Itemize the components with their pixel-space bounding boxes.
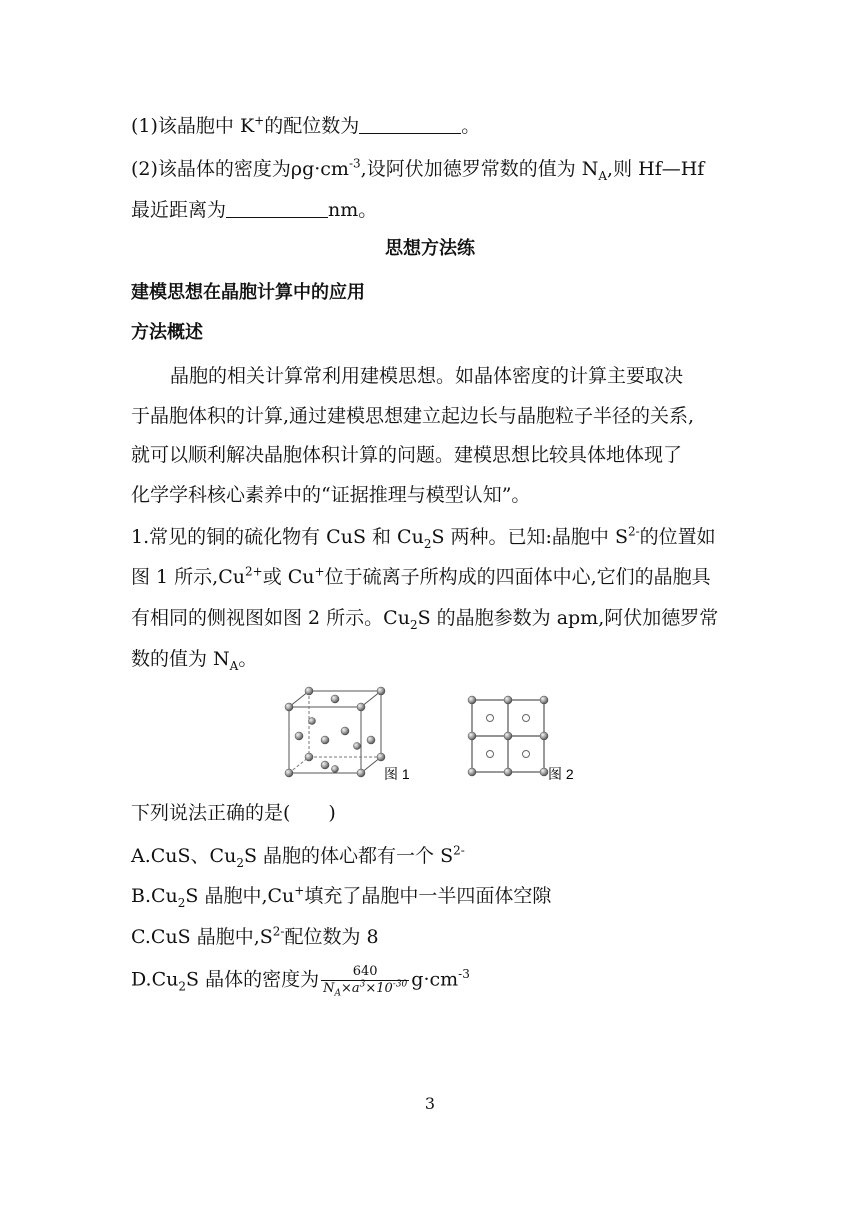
question-stem: 下列说法正确的是( )	[131, 802, 336, 824]
page-number: 3	[424, 1094, 436, 1113]
figure-1-label: 图 1	[384, 766, 410, 782]
answer-blank	[359, 113, 461, 134]
problem-line: 数的值为 $N_A$。	[131, 648, 258, 673]
option-b: $B.Cu_2S$ 晶胞中,Cu+填充了晶胞中一半四面体空隙	[131, 883, 552, 910]
density-fraction: $\frac{640}{N_A\times a^3\times 10^{-30}}$	[323, 964, 408, 999]
question-part-1: (1)该晶胞中 K+的配位数为 。	[131, 113, 481, 137]
answer-blank	[226, 197, 328, 218]
question-part-2-line-1: (2)该晶体的密度为$\rho g\cdot cm^{-3}$,设阿伏加德罗常数的值为 $N_A$,则 Hf—Hf	[131, 156, 705, 183]
section-title: 思想方法练	[385, 238, 475, 259]
subtitle: 建模思想在晶胞计算中的应用	[131, 282, 365, 303]
problem-line: 有相同的侧视图如图 2 所示。$Cu_2S$ 的晶胞参数为 apm,阿伏加德罗常	[131, 607, 719, 632]
method-heading: 方法概述	[131, 322, 203, 343]
method-text-line: 化学学科核心素养中的“证据推理与模型认知”。	[131, 484, 531, 506]
method-text-line: 就可以顺利解决晶胞体积计算的问题。建模思想比较具体地体现了	[131, 444, 683, 466]
figure-1-unit-cell	[280, 683, 420, 783]
figure-2-side-view	[462, 693, 580, 783]
option-c: C.CuS 晶胞中$,S^{2-}$配位数为 8	[131, 924, 379, 948]
problem-line: 1.常见的铜的硫化物有 CuS 和 $Cu_2S$ 两种。已知:晶胞中 $S^{2-}$的位置如	[131, 524, 716, 551]
problem-line: 图 1 所示$,Cu^{2+}$或 Cu+位于硫离子所构成的四面体中心,它们的晶胞具	[131, 564, 711, 588]
figure-2-label: 图 2	[548, 766, 574, 782]
option-d: $D.Cu_2S$ 晶体的密度为 $\frac{640}{N_A\times a^3\times 10^{-30}}$ $g\cdot cm^{-3}$	[131, 964, 470, 999]
question-part-2-line-2: 最近距离为 nm。	[131, 199, 378, 221]
option-a: A.CuS、$Cu_2S$ 晶胞的体心都有一个 $S^{2-}$	[131, 843, 465, 870]
method-text-line: 晶胞的相关计算常利用建模思想。如晶体密度的计算主要取决	[170, 365, 684, 387]
method-text-line: 于晶胞体积的计算,通过建模思想建立起边长与晶胞粒子半径的关系,	[131, 405, 695, 427]
